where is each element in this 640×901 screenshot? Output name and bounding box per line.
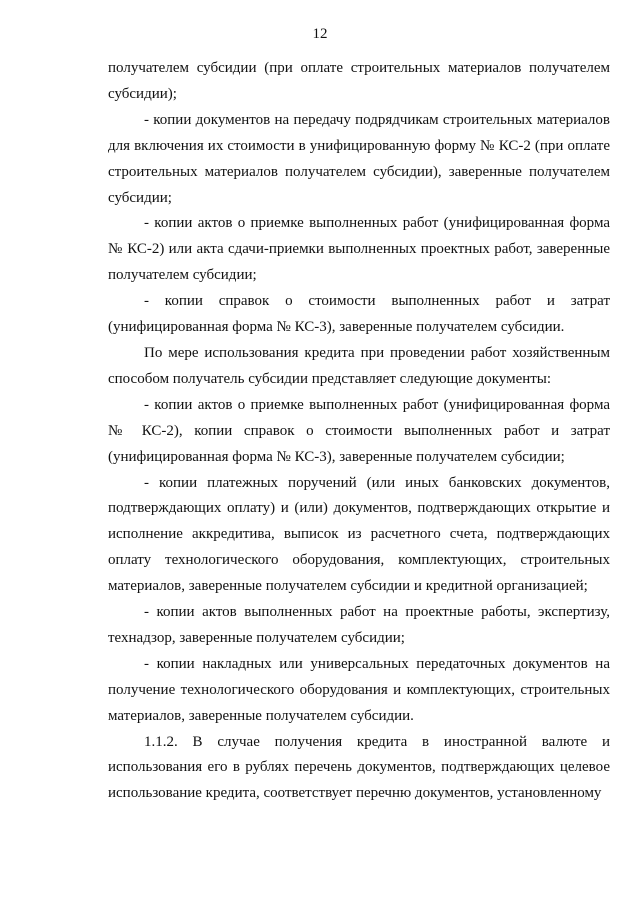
paragraph-continuation: получателем субсидии (при оплате строительных материалов получателем субсидии); <box>108 60 610 102</box>
list-item-payment-orders: - копии платежных поручений (или иных банковских документов, подтверждающих оплату) и (или) документов, подтверждающих открытие и исполнение аккредитива, выписок из расчетного счета, подтверждающих оплату технологического оборудования, комплектующих, строительных материалов, заверенные получателем субсидии и кредитной организацией; <box>108 474 610 595</box>
list-item-cost-certificates: - копии справок о стоимости выполненных работ и затрат (унифицированная форма № КС-3), заверенные получателем субсидии. <box>108 293 610 336</box>
page-number: 12 <box>312 26 328 42</box>
document-body <box>108 56 610 807</box>
list-item-acceptance-acts: - копии актов о приемке выполненных работ (унифицированная форма № КС-2) или акта сдачи-приемки выполненных проектных работ, заверенные получателем субсидии; <box>108 215 610 284</box>
list-item-transfer-documents: - копии документов на передачу подрядчикам строительных материалов для включения их стоимости в унифицированную форму № КС-2 (при оплате строительных материалов получателем субсидии), заверенные получателем субсидии; <box>108 111 610 206</box>
paragraph-1-1-2: 1.1.2. В случае получения кредита в иностранной валюте и использования его в рублях перечень документов, подтверждающих целевое использование кредита, соответствует перечню документов, установленному <box>108 733 610 802</box>
paragraph-economic-method: По мере использования кредита при проведении работ хозяйственным способом получатель субсидии представляет следующие документы: <box>108 344 610 387</box>
list-item-invoices: - копии накладных или универсальных передаточных документов на получение технологического оборудования и комплектующих, строительных материалов, заверенные получателем субсидии. <box>108 655 610 724</box>
list-item-design-works-acts: - копии актов выполненных работ на проектные работы, экспертизу, технадзор, заверенные получателем субсидии; <box>108 604 610 646</box>
list-item-acts-and-certificates: - копии актов о приемке выполненных работ (унифицированная форма № КС-2), копии справок о стоимости выполненных работ и затрат (унифицированная форма № КС-3), заверенные получателем субсидии; <box>108 396 610 465</box>
